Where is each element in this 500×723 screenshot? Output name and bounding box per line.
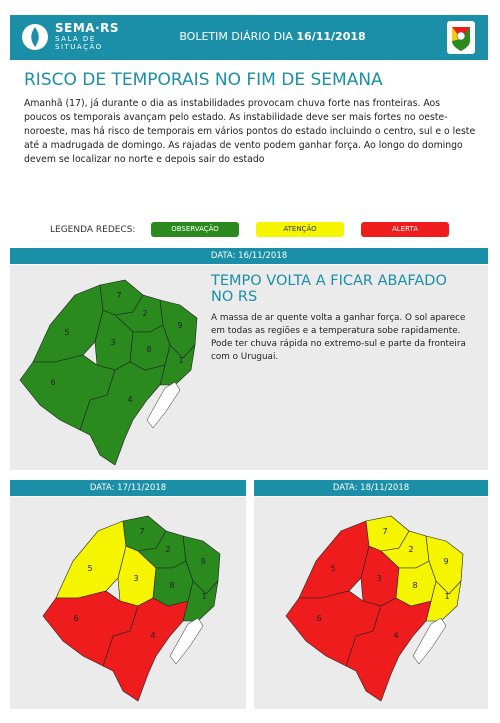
region-label-2: 2	[408, 545, 414, 554]
region-label-9: 9	[177, 321, 183, 330]
region-label-2: 2	[165, 545, 171, 554]
region-label-9: 9	[443, 557, 449, 566]
region-label-2: 2	[142, 309, 148, 318]
brand	[55, 22, 119, 51]
brand-name: SEMA·RS	[55, 21, 120, 35]
region-label-4: 4	[393, 631, 399, 640]
region-label-7: 7	[382, 527, 388, 536]
bulletin-title	[160, 30, 385, 43]
today-date-bar: DATA: 16/11/2018	[10, 248, 488, 264]
region-label-1: 1	[444, 592, 450, 601]
region-label-7: 7	[116, 291, 122, 300]
region-5	[33, 285, 103, 362]
region-5	[299, 521, 369, 598]
legend-alert: ALERTA	[361, 222, 449, 237]
state-crest-icon	[446, 19, 476, 56]
legend-observation: OBSERVAÇÃO	[151, 222, 239, 237]
today-description: A massa de ar quente volta a ganhar força. O sol aparece em todas as regiões e a temperatura sobe rapidamente. Pode ter chuva rápida no extremo-sul e parte da fronteira com o Uruguai.	[211, 313, 466, 362]
today-title: TEMPO VOLTA A FICAR ABAFADO NO RS	[211, 273, 447, 305]
day3-panel	[254, 497, 488, 709]
region-label-3: 3	[110, 338, 116, 347]
legend	[50, 222, 480, 238]
day2-map	[10, 497, 246, 709]
region-label-4: 4	[127, 395, 133, 404]
day3-date-bar: DATA: 18/11/2018	[254, 480, 488, 496]
bulletin-date: 16/11/2018	[296, 30, 366, 43]
region-label-9: 9	[200, 557, 206, 566]
region-label-5: 5	[87, 564, 93, 573]
intro-text: Amanhã (17), já durante o dia as instabilidades provocam chuva forte nas fronteiras. Aos poucos os temporais avançam pelo estado. As instabilidade deve ser mais fortes no oeste-noroeste, mas há risco de temporais em vários pontos do estado incluindo o centro, sul e o leste até a madrugada de domingo. As rajadas de vento podem ganhar força. Ao longo do domingo devem se localizar no norte e depois sair do estado	[24, 98, 476, 165]
region-label-1: 1	[178, 356, 184, 365]
region-label-4: 4	[150, 631, 156, 640]
region-label-8: 8	[412, 581, 418, 590]
region-label-8: 8	[146, 345, 152, 354]
brand-sub-2: SITUAÇÃO	[55, 43, 103, 51]
bulletin-prefix: BOLETIM DIÁRIO DIA	[179, 30, 293, 43]
region-label-5: 5	[330, 564, 336, 573]
day3-map	[254, 497, 488, 709]
legend-attention: ATENÇÃO	[256, 222, 344, 237]
region-label-6: 6	[73, 614, 79, 623]
region-label-3: 3	[376, 574, 382, 583]
region-label-6: 6	[50, 378, 56, 387]
header-bar	[10, 15, 488, 60]
region-5	[56, 521, 126, 598]
today-map	[10, 265, 200, 470]
region-label-6: 6	[316, 614, 322, 623]
region-label-5: 5	[64, 328, 70, 337]
region-label-8: 8	[169, 581, 175, 590]
day2-date-bar: DATA: 17/11/2018	[10, 480, 246, 496]
brand-sub-1: SALA DE	[55, 35, 96, 43]
region-label-3: 3	[133, 574, 139, 583]
region-label-7: 7	[139, 527, 145, 536]
page-headline: RISCO DE TEMPORAIS NO FIM DE SEMANA	[24, 70, 383, 90]
sema-logo-icon	[20, 22, 50, 52]
legend-title: LEGENDA REDECS:	[50, 225, 136, 235]
region-label-1: 1	[201, 592, 207, 601]
day2-panel	[10, 497, 246, 709]
